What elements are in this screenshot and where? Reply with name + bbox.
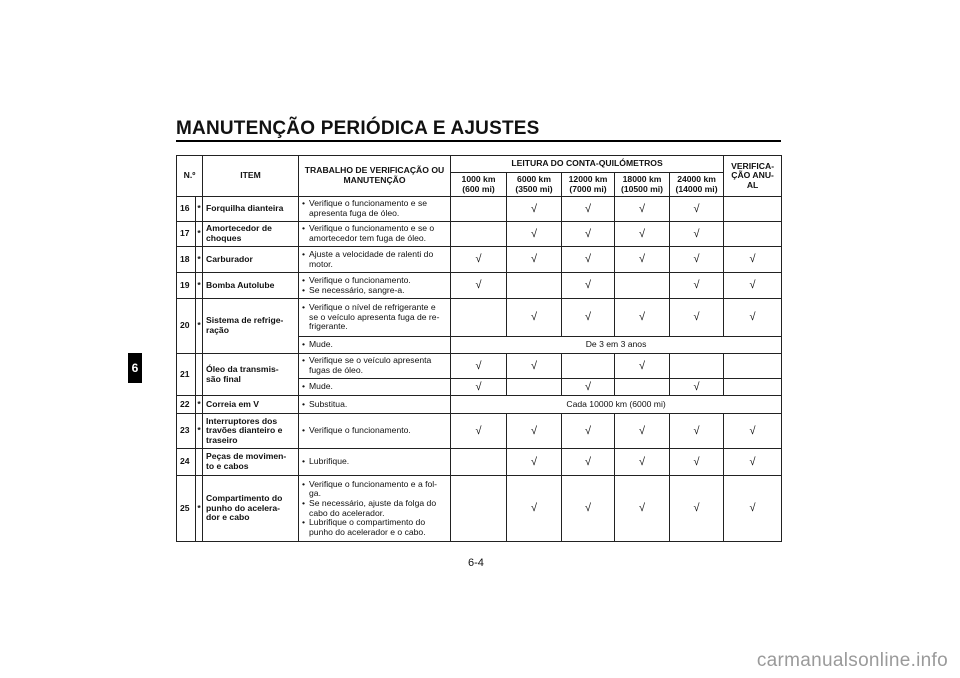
empty-cell bbox=[615, 273, 670, 299]
header-interval bbox=[670, 173, 724, 197]
row-number: 21 bbox=[177, 354, 196, 396]
work-item: • Se necessário, ajuste da folga do cabo do acelerador. bbox=[302, 499, 447, 518]
check-mark: √ bbox=[615, 222, 670, 247]
header-num: N.º bbox=[177, 156, 203, 197]
asterisk-mark: * bbox=[196, 222, 203, 247]
interval-mi: (600 mi) bbox=[462, 183, 495, 194]
page-title: MANUTENÇÃO PERIÓDICA E AJUSTES bbox=[176, 118, 540, 139]
check-mark: √ bbox=[507, 449, 562, 476]
work-item: • Se necessário, sangre-a. bbox=[302, 286, 447, 296]
check-mark: √ bbox=[615, 414, 670, 449]
work-cell bbox=[299, 449, 451, 476]
row-number: 22 bbox=[177, 396, 196, 414]
work-list bbox=[302, 224, 447, 243]
row-number: 25 bbox=[177, 476, 196, 542]
interval-span-text: Cada 10000 km (6000 mi) bbox=[451, 396, 782, 414]
table-row bbox=[177, 247, 782, 273]
interval-km: 18000 km bbox=[622, 173, 662, 184]
check-mark: √ bbox=[724, 414, 782, 449]
empty-cell bbox=[615, 379, 670, 396]
asterisk-mark: * bbox=[196, 396, 203, 414]
work-cell bbox=[299, 197, 451, 222]
empty-cell bbox=[451, 197, 507, 222]
interval-km: 1000 km bbox=[461, 173, 496, 184]
work-item: • Verifique o funcionamento e a fol- ga. bbox=[302, 480, 447, 499]
item-name: Amortecedor de choques bbox=[203, 222, 299, 247]
table-row bbox=[177, 449, 782, 476]
header-odometer: LEITURA DO CONTA-QUILÓMETROS bbox=[451, 156, 724, 173]
asterisk-mark: * bbox=[196, 414, 203, 449]
check-mark: √ bbox=[670, 476, 724, 542]
check-mark: √ bbox=[670, 222, 724, 247]
check-mark: √ bbox=[615, 197, 670, 222]
empty-cell bbox=[451, 299, 507, 337]
empty-cell bbox=[451, 449, 507, 476]
check-mark: √ bbox=[670, 379, 724, 396]
header-interval bbox=[451, 173, 507, 197]
row-number: 23 bbox=[177, 414, 196, 449]
interval-km: 24000 km bbox=[677, 173, 716, 184]
interval-mi: (14000 mi) bbox=[675, 183, 718, 194]
work-list bbox=[302, 303, 447, 332]
empty-cell bbox=[724, 222, 782, 247]
work-item: • Verifique o funcionamento. bbox=[302, 426, 447, 436]
header-annual: VERIFICA- ÇÃO ANU- AL bbox=[724, 156, 782, 197]
item-name: Forquilha dianteira bbox=[203, 197, 299, 222]
row-number: 17 bbox=[177, 222, 196, 247]
work-item: • Mude. bbox=[302, 382, 447, 392]
check-mark: √ bbox=[507, 197, 562, 222]
check-mark: √ bbox=[724, 247, 782, 273]
work-list bbox=[302, 250, 447, 269]
check-mark: √ bbox=[670, 273, 724, 299]
check-mark: √ bbox=[507, 222, 562, 247]
work-cell bbox=[299, 337, 451, 354]
check-mark: √ bbox=[670, 247, 724, 273]
footer-watermark: carmanualsonline.info bbox=[756, 650, 948, 671]
check-mark: √ bbox=[507, 299, 562, 337]
work-cell bbox=[299, 273, 451, 299]
interval-km: 12000 km bbox=[568, 173, 608, 184]
check-mark: √ bbox=[615, 449, 670, 476]
check-mark: √ bbox=[724, 273, 782, 299]
empty-cell bbox=[670, 354, 724, 379]
empty-cell bbox=[451, 222, 507, 247]
work-cell bbox=[299, 476, 451, 542]
check-mark: √ bbox=[615, 354, 670, 379]
row-number: 18 bbox=[177, 247, 196, 273]
empty-cell bbox=[562, 354, 615, 379]
maintenance-table bbox=[176, 155, 782, 542]
work-list bbox=[302, 340, 447, 350]
work-item: • Verifique o funcionamento e se o amortecedor tem fuga de óleo. bbox=[302, 224, 447, 243]
check-mark: √ bbox=[670, 299, 724, 337]
work-item: • Mude. bbox=[302, 340, 447, 350]
check-mark: √ bbox=[615, 299, 670, 337]
check-mark: √ bbox=[451, 414, 507, 449]
table-row bbox=[177, 299, 782, 337]
work-item: • Ajuste a velocidade de ralenti do motor. bbox=[302, 250, 447, 269]
header-item: ITEM bbox=[203, 156, 299, 197]
item-name: Correia em V bbox=[203, 396, 299, 414]
table-row bbox=[177, 396, 782, 414]
check-mark: √ bbox=[724, 449, 782, 476]
row-number: 20 bbox=[177, 299, 196, 354]
item-name: Bomba Autolube bbox=[203, 273, 299, 299]
work-list bbox=[302, 480, 447, 538]
check-mark: √ bbox=[507, 247, 562, 273]
work-cell bbox=[299, 354, 451, 379]
check-mark: √ bbox=[615, 476, 670, 542]
table-row bbox=[177, 222, 782, 247]
check-mark: √ bbox=[562, 222, 615, 247]
title-rule bbox=[176, 140, 781, 142]
work-item: • Lubrifique. bbox=[302, 457, 447, 467]
work-item: • Verifique o nível de refrigerante e se o veículo apresenta fuga de re- frigerante. bbox=[302, 303, 447, 332]
asterisk-mark: * bbox=[196, 197, 203, 222]
check-mark: √ bbox=[562, 414, 615, 449]
header-interval bbox=[507, 173, 562, 197]
check-mark: √ bbox=[670, 449, 724, 476]
page-number: 6-4 bbox=[468, 557, 484, 569]
asterisk-mark: * bbox=[196, 247, 203, 273]
empty-cell bbox=[507, 379, 562, 396]
row-number: 19 bbox=[177, 273, 196, 299]
work-list bbox=[302, 382, 447, 392]
empty-cell bbox=[724, 354, 782, 379]
work-cell bbox=[299, 299, 451, 337]
check-mark: √ bbox=[562, 449, 615, 476]
check-mark: √ bbox=[670, 414, 724, 449]
asterisk-mark bbox=[196, 449, 203, 476]
row-number: 16 bbox=[177, 197, 196, 222]
work-item: • Verifique se o veículo apresenta fugas de óleo. bbox=[302, 356, 447, 375]
check-mark: √ bbox=[562, 299, 615, 337]
table-row bbox=[177, 354, 782, 379]
row-number: 24 bbox=[177, 449, 196, 476]
empty-cell bbox=[724, 379, 782, 396]
check-mark: √ bbox=[724, 476, 782, 542]
work-item: • Verifique o funcionamento. bbox=[302, 276, 447, 286]
item-name: Interruptores dos travões dianteiro e traseiro bbox=[203, 414, 299, 449]
interval-span-text: De 3 em 3 anos bbox=[451, 337, 782, 354]
work-cell bbox=[299, 379, 451, 396]
item-name: Peças de movimen- to e cabos bbox=[203, 449, 299, 476]
work-list bbox=[302, 457, 447, 467]
work-item: • Verifique o funcionamento e se apresenta fuga de óleo. bbox=[302, 199, 447, 218]
check-mark: √ bbox=[562, 197, 615, 222]
check-mark: √ bbox=[562, 273, 615, 299]
table-row bbox=[177, 414, 782, 449]
check-mark: √ bbox=[615, 247, 670, 273]
work-cell bbox=[299, 414, 451, 449]
header-work: TRABALHO DE VERIFICAÇÃO OU MANUTENÇÃO bbox=[299, 156, 451, 197]
item-name: Óleo da transmis- são final bbox=[203, 354, 299, 396]
table-row bbox=[177, 476, 782, 542]
check-mark: √ bbox=[507, 476, 562, 542]
check-mark: √ bbox=[507, 414, 562, 449]
table-row bbox=[177, 273, 782, 299]
work-item: • Substitua. bbox=[302, 400, 447, 410]
header-interval bbox=[615, 173, 670, 197]
check-mark: √ bbox=[670, 197, 724, 222]
empty-cell bbox=[507, 273, 562, 299]
section-tab: 6 bbox=[128, 353, 142, 383]
work-list bbox=[302, 199, 447, 218]
check-mark: √ bbox=[562, 379, 615, 396]
work-list bbox=[302, 356, 447, 375]
work-item: • Lubrifique o compartimento do punho do acelerador e o cabo. bbox=[302, 518, 447, 537]
empty-cell bbox=[451, 476, 507, 542]
work-cell bbox=[299, 222, 451, 247]
check-mark: √ bbox=[451, 247, 507, 273]
check-mark: √ bbox=[451, 354, 507, 379]
check-mark: √ bbox=[724, 299, 782, 337]
table-row bbox=[177, 197, 782, 222]
check-mark: √ bbox=[507, 354, 562, 379]
interval-mi: (7000 mi) bbox=[569, 183, 607, 194]
check-mark: √ bbox=[562, 247, 615, 273]
work-list bbox=[302, 426, 447, 436]
work-cell bbox=[299, 396, 451, 414]
work-list bbox=[302, 276, 447, 295]
work-list bbox=[302, 400, 447, 410]
item-name: Carburador bbox=[203, 247, 299, 273]
interval-mi: (10500 mi) bbox=[620, 183, 664, 194]
asterisk-mark bbox=[196, 354, 203, 396]
asterisk-mark: * bbox=[196, 476, 203, 542]
item-name: Sistema de refrige- ração bbox=[203, 299, 299, 354]
asterisk-mark: * bbox=[196, 299, 203, 354]
header-interval bbox=[562, 173, 615, 197]
work-cell bbox=[299, 247, 451, 273]
check-mark: √ bbox=[451, 379, 507, 396]
interval-mi: (3500 mi) bbox=[515, 183, 553, 194]
check-mark: √ bbox=[451, 273, 507, 299]
item-name: Compartimento do punho do acelera- dor e cabo bbox=[203, 476, 299, 542]
empty-cell bbox=[724, 197, 782, 222]
check-mark: √ bbox=[562, 476, 615, 542]
asterisk-mark: * bbox=[196, 273, 203, 299]
interval-km: 6000 km bbox=[517, 173, 551, 184]
